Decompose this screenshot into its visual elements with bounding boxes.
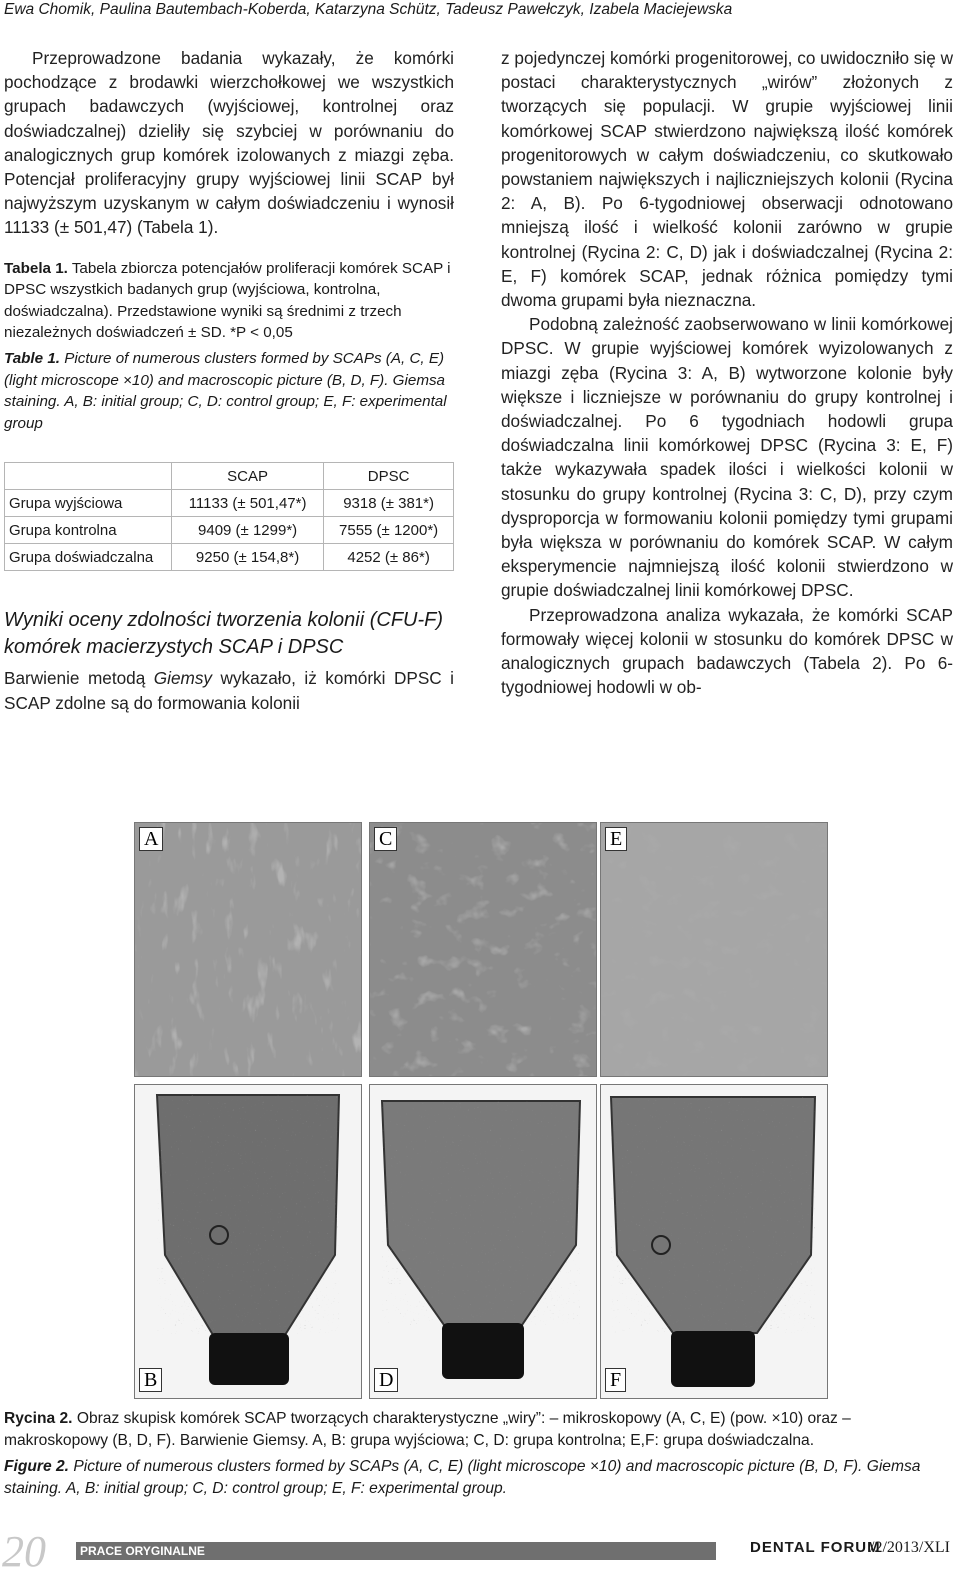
table-cell: 9250 (± 154,8*) xyxy=(172,544,324,571)
table-row xyxy=(5,544,454,571)
table-caption-pl-label: Tabela 1. xyxy=(4,259,68,277)
panel-letter-e: E xyxy=(605,827,627,851)
results-paragraph-2: z pojedynczej komórki progenitorowej, co uwidoczniło się w postaci charakterystycznych „wirów” złożonych z tworzących się populacji. W grupie wyjściowej linii komórkowej SCAP stwierdzono największą ilość komórek progenitorowych w całym doświadczeniu, co skutkowało powstaniem największych i najliczniejszych kolonii (Rycina 2: A, B). Po 6-tygodniowej obserwacji odnotowano mniejszą ilość i wielkość kolonii zarówno w grupie kontrolnej (Rycina 2: C, D) jak i doświadczalnej (Rycina 2: E, F) komórek SCAP, jednak różnica pomiędzy tymi dwoma grupami była nieznaczna. xyxy=(501,48,953,311)
panel-b-flask-photo xyxy=(134,1084,362,1399)
panel-a-microscope-image xyxy=(134,822,362,1077)
table-cell: 4252 (± 86*) xyxy=(324,544,454,571)
panel-letter-f: F xyxy=(605,1368,626,1392)
panel-e-microscope-image xyxy=(600,822,828,1077)
section-heading: Wyniki oceny zdolności tworzenia kolonii (CFU-F) komórek macierzystych SCAP i DPSC xyxy=(4,609,444,658)
table-header-empty xyxy=(5,463,172,490)
left-column xyxy=(4,46,454,715)
figure-caption-en xyxy=(4,1456,956,1500)
figure-2 xyxy=(134,822,824,1397)
table-cell: 9409 (± 1299*) xyxy=(172,517,324,544)
panel-letter-a: A xyxy=(139,827,163,851)
journal-name: DENTAL FORUM xyxy=(750,1539,881,1556)
figure-caption-pl-label: Rycina 2. xyxy=(4,1410,73,1427)
table-cell: 7555 (± 1200*) xyxy=(324,517,454,544)
figure-caption-pl xyxy=(4,1408,956,1452)
cfu-paragraph-start: Barwienie metodą xyxy=(4,668,154,689)
table-row-label: Grupa wyjściowa xyxy=(5,490,172,517)
table-header-row xyxy=(5,463,454,490)
table-row xyxy=(5,517,454,544)
table-caption-pl-text: Tabela zbiorcza potencjałów proliferacji komórek SCAP i DPSC wszystkich badanych grup (wyjściowa, kontrolna, doświadczalna). Przedstawione wyniki są średnimi z trzech niezależnych doświadczeń ± SD. *P < 0,05 xyxy=(4,259,451,342)
table-cell: 11133 (± 501,47*) xyxy=(172,490,324,517)
page-number: 20 xyxy=(2,1527,46,1576)
article-authors: Ewa Chomik, Paulina Bautembach-Koberda, Katarzyna Schütz, Tadeusz Pawełczyk, Izabela Maciejewska xyxy=(4,1,733,18)
panel-letter-c: C xyxy=(374,827,397,851)
right-column xyxy=(501,46,953,699)
cfu-paragraph-end: wykazało, iż komórki DPSC i SCAP zdolne są do formowania kolonii xyxy=(4,668,454,713)
figure-caption xyxy=(4,1408,956,1500)
page-footer xyxy=(0,1522,960,1576)
table-cell: 9318 (± 381*) xyxy=(324,490,454,517)
panel-d-flask-photo xyxy=(369,1084,597,1399)
panel-letter-b: B xyxy=(139,1368,162,1392)
cfu-paragraph-italic: Giemsy xyxy=(153,668,213,689)
figure-caption-pl-text: Obraz skupisk komórek SCAP tworzących charakterystyczne „wiry”: – mikroskopowy (A, C, E) (pow. ×10) oraz – makroskopowy (B, D, F). Barwienie Giemsy. A, B: grupa wyjściowa; C, D: grupa kontrolna; E,F: grupa doświadczalna. xyxy=(4,1410,851,1449)
panel-c-microscope-image xyxy=(369,822,597,1077)
table-row-label: Grupa kontrolna xyxy=(5,517,172,544)
table-header-scap: SCAP xyxy=(172,463,324,490)
figure-caption-en-text: Picture of numerous clusters formed by SCAPs (A, C, E) (light microscope ×10) and macroscopic picture (B, D, F). Giemsa staining. A, B: initial group; C, D: control group; E, F: experimental group. xyxy=(4,1458,921,1497)
footer-section-bar xyxy=(76,1542,716,1560)
table-caption-en xyxy=(4,348,454,434)
table-row xyxy=(5,490,454,517)
journal-issue: /2/2013/XLI xyxy=(870,1539,950,1556)
table-caption-en-label: Table 1. xyxy=(4,350,60,367)
results-paragraph-3: Podobną zależność zaobserwowano w linii komórkowej DPSC. W grupie wyjściowej komórek wyizolowanych z miazgi zęba (Rycina 3: A, B) wytworzone kolonie były większe i liczniejsze w porównaniu do grupy kontrolnej i doświadczalnej. Po 6 tygodniach hodowli grupa doświadczalna linii komórkowej DPSC (Rycina 3: E, F) także wykazywała spadek ilości i wielkości kolonii w stosunku do grupy kontrolnej (Rycina 3: C, D), przy czym dysproporcja w formowaniu kolonii pomiędzy tymi grupami była większa w porównaniu do komórek SCAP. W całym eksperymencie najmniejszą ilość kolonii stwierdzono w grupie doświadczalnej linii komórkowej DPSC. xyxy=(501,314,953,601)
table-header-dpsc: DPSC xyxy=(324,463,454,490)
proliferation-table xyxy=(4,462,454,571)
table-row-label: Grupa doświadczalna xyxy=(5,544,172,571)
results-paragraph-4: Przeprowadzona analiza wykazała, że komórki SCAP formowały więcej kolonii w stosunku do komórek DPSC w analogicznych grupach badawczych (Tabela 2). Po 6-tygodniowej hodowli w ob- xyxy=(501,604,953,698)
cfu-paragraph xyxy=(4,666,454,714)
table-caption-en-text: Picture of numerous clusters formed by SCAPs (A, C, E) (light microscope ×10) and macroscopic picture (B, D, F). Giemsa staining. A, B: initial group; C, D: control group; E, F: experimental group xyxy=(4,350,447,432)
panel-f-flask-photo xyxy=(600,1084,828,1399)
results-paragraph-1: Przeprowadzone badania wykazały, że komórki pochodzące z brodawki wierzchołkowej we wszystkich grupach badawczych (wyjściowej, kontrolnej oraz doświadczalnej) dzieliły się szybciej w porównaniu do analogicznych grup komórek izolowanych z miazgi zęba. Potencjał proliferacyjny grupy wyjściowej linii SCAP był najwyższym uzyskanym w całym doświadczeniu i wynosił 11133 (± 501,47) (Tabela 1). xyxy=(4,48,454,238)
panel-letter-d: D xyxy=(374,1368,398,1392)
figure-caption-en-label: Figure 2. xyxy=(4,1458,69,1475)
table-caption-pl xyxy=(4,258,454,344)
proliferation-table-wrapper xyxy=(4,462,454,571)
footer-section-label: PRACE ORYGINALNE xyxy=(80,1544,205,1558)
